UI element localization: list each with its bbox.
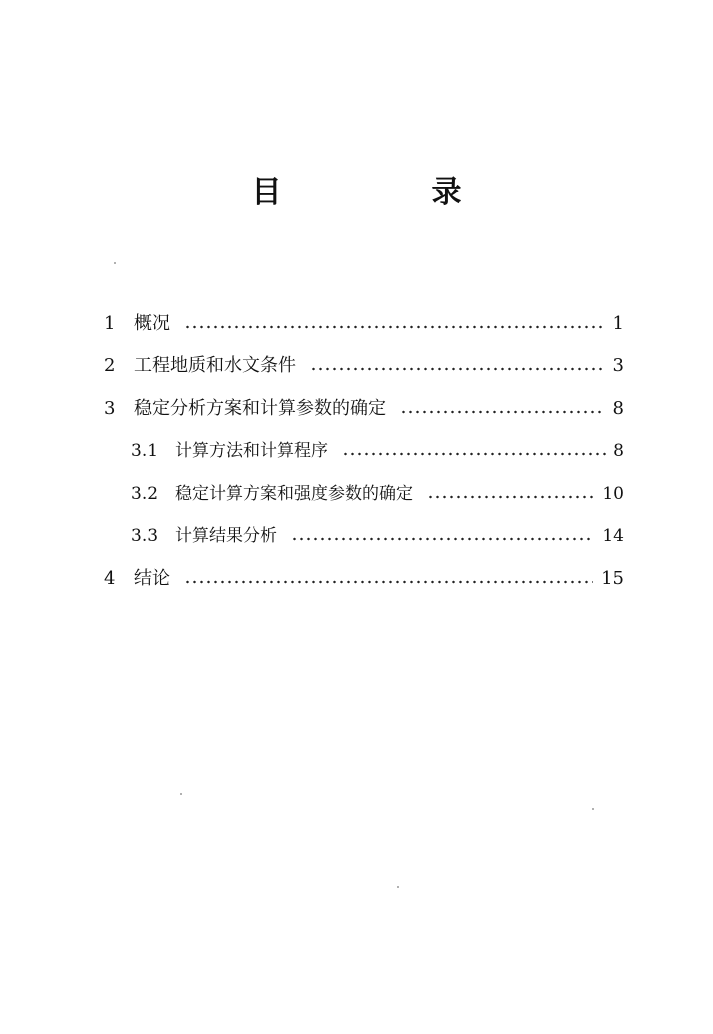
toc-entry-title: 工程地质和水文条件 [134,355,296,376]
toc-entry-4[interactable] [104,560,624,590]
toc-entry-2[interactable] [104,347,624,377]
toc-entry-title: 概况 [134,313,170,334]
toc-entry-page: 3 [612,355,624,376]
toc-dot-leader [342,452,610,456]
toc-dot-leader [184,325,604,329]
toc-entry-3-2[interactable] [131,475,624,505]
toc-entry-title: 计算结果分析 [175,526,277,546]
toc-entry-title: 结论 [134,568,170,589]
toc-entry-3-1[interactable] [131,432,624,462]
toc-entry-3-3[interactable] [131,517,624,547]
toc-entry-page: 10 [602,484,624,504]
toc-entry-title: 计算方法和计算程序 [175,441,328,461]
toc-entry-number: 3.2 [131,484,159,504]
scan-speck [180,793,182,795]
toc-entry-number: 3.1 [131,441,159,461]
toc-entry-number: 3.3 [131,526,159,546]
toc-entry-title: 稳定分析方案和计算参数的确定 [134,398,386,419]
toc-entry-number: 3 [104,398,116,419]
toc-entry-number: 4 [104,568,116,589]
toc-entry-1[interactable] [104,305,624,335]
toc-entry-page: 8 [613,441,624,461]
toc-dot-leader [427,495,594,499]
scan-speck [592,808,594,810]
scan-speck [397,886,399,888]
page-title: 目 录 [251,175,522,210]
toc-dot-leader [184,580,593,584]
toc-entry-number: 2 [104,355,116,376]
toc-dot-leader [400,410,604,414]
toc-dot-leader [310,367,604,371]
toc-entry-title: 稳定计算方案和强度参数的确定 [175,484,413,504]
toc-entry-page: 8 [612,398,624,419]
toc-entry-page: 15 [601,568,624,589]
toc-entry-page: 14 [602,526,624,546]
toc-entry-page: 1 [612,313,624,334]
toc-entry-number: 1 [104,313,116,334]
scan-speck [114,262,116,264]
toc-dot-leader [291,537,594,541]
toc-entry-3[interactable] [104,390,624,420]
